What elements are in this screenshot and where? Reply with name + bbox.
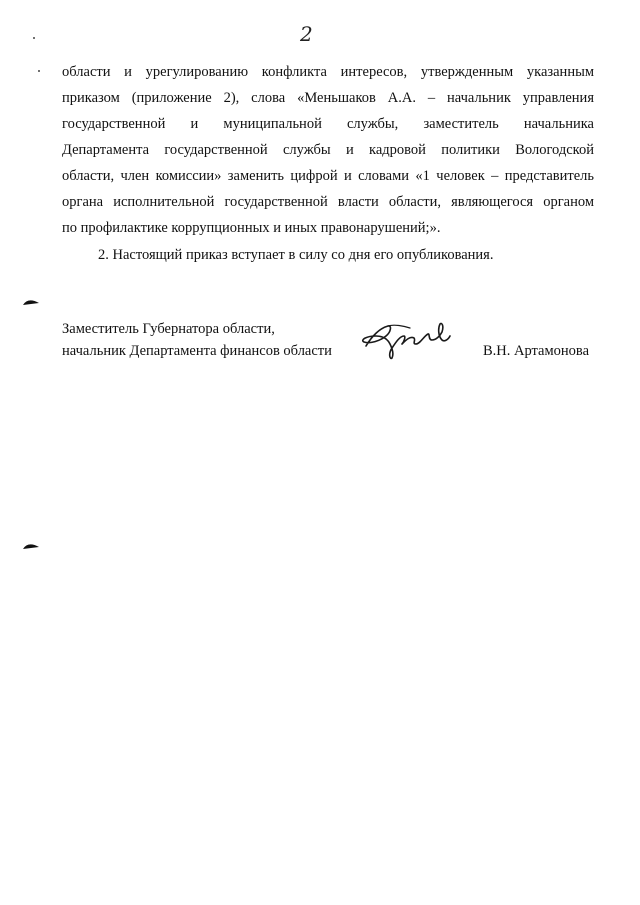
paragraph-line: области и урегулированию конфликта интересов, утвержденным указанным — [62, 64, 594, 80]
paragraph-line: органа исполнительной государственной власти области, являющегося органом — [62, 194, 594, 210]
scan-speck — [38, 70, 40, 72]
paragraph-effective-date: 2. Настоящий приказ вступает в силу со дня его опубликования. — [98, 247, 494, 263]
paragraph-line: государственной и муниципальной службы, заместитель начальника — [62, 116, 594, 132]
signatory-position-line: начальник Департамента финансов области — [62, 343, 332, 359]
paragraph-line: области, член комиссии» заменить цифрой и словами «1 человек – представитель — [62, 168, 594, 184]
punch-hole-mark — [22, 296, 40, 306]
handwritten-signature — [358, 314, 458, 360]
signatory-name: В.Н. Артамонова — [483, 343, 590, 359]
paragraph-line: приказом (приложение 2), слова «Меньшаков А.А. – начальник управления — [62, 90, 594, 106]
signatory-position-line: Заместитель Губернатора области, — [62, 321, 275, 337]
scan-speck — [33, 37, 35, 39]
page-number: 2 — [300, 22, 313, 46]
paragraph-line: Департамента государственной службы и кадровой политики Вологодской — [62, 142, 594, 158]
paragraph-amendment — [62, 59, 594, 241]
paragraph-line: по профилактике коррупционных и иных правонарушений;». — [62, 220, 441, 236]
punch-hole-mark — [22, 540, 40, 550]
signatory-position — [62, 318, 332, 362]
